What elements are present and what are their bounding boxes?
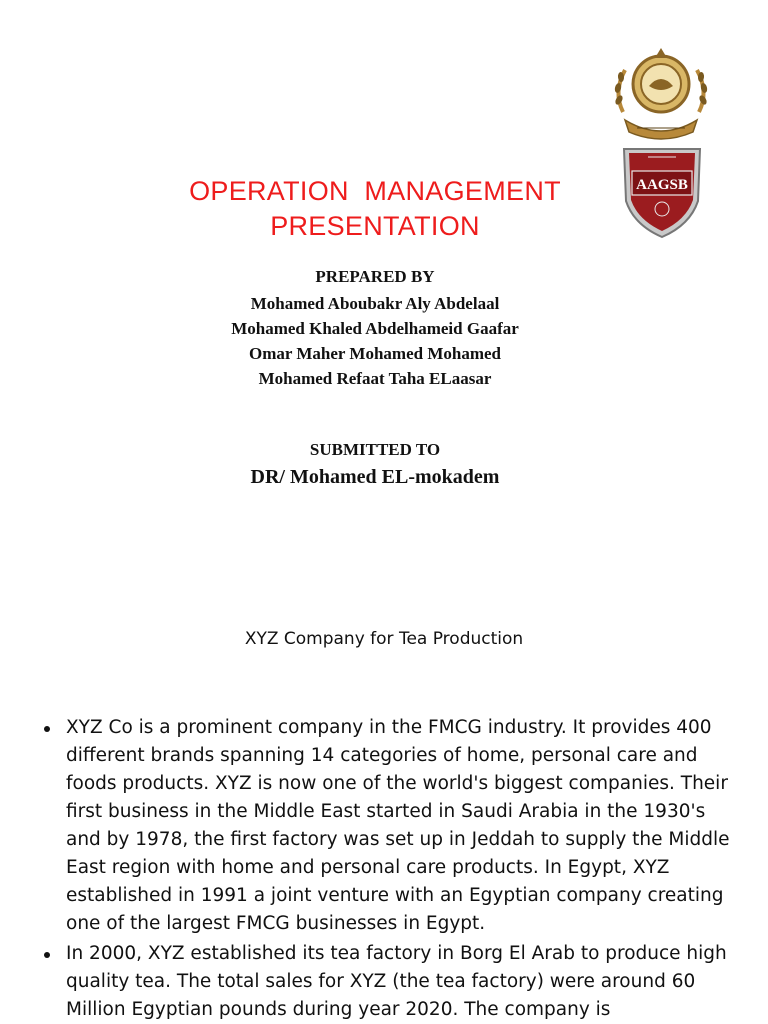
author-name-2: Mohamed Khaled Abdelhameid Gaafar xyxy=(231,319,519,338)
bullet-text: In 2000, XYZ established its tea factory in Borg El Arab to produce high quality tea. The total sales for XYZ (the tea factory) were around 60 Million Egyptian pounds during year 2020. The company is xyxy=(66,943,727,1020)
bullet-dot-icon xyxy=(44,952,50,958)
academy-emblem-logo-icon xyxy=(603,42,719,142)
shield-logo-text: AAGSB xyxy=(636,177,688,193)
title-line-1: OPERATION MANAGEMENT xyxy=(189,176,561,206)
title-line-2: PRESENTATION xyxy=(270,211,480,241)
bullet-text: XYZ Co is a prominent company in the FMCG industry. It provides 400 different brands spanning 14 categories of home, personal care and foods products. XYZ is now one of the world's biggest companies. Their first business in the Middle East started in Saudi Arabia in the 1930's and by 1978, the first factory was set up in Jeddah to supply the Middle East region with home and personal care products. In Egypt, XYZ established in 1991 a joint venture with an Egyptian company creating one of the largest FMCG businesses in Egypt. xyxy=(66,717,730,934)
submitted-to-heading: SUBMITTED TO xyxy=(309,440,441,459)
prepared-by-heading: PREPARED BY xyxy=(315,267,435,286)
presentation-title xyxy=(120,174,630,244)
bullet-item xyxy=(40,714,740,938)
bullet-list xyxy=(40,714,740,1024)
author-names xyxy=(120,291,630,391)
bullet-dot-icon xyxy=(44,726,50,732)
author-name-4: Mohamed Refaat Taha ELaasar xyxy=(258,369,492,388)
supervisor-name: DR/ Mohamed EL-mokadem xyxy=(250,466,500,488)
company-title: XYZ Company for Tea Production xyxy=(244,629,524,649)
author-name-3: Omar Maher Mohamed Mohamed xyxy=(249,344,501,363)
author-name-1: Mohamed Aboubakr Aly Abdelaal xyxy=(250,294,500,313)
aagsb-shield-logo xyxy=(618,141,706,241)
bullet-item xyxy=(40,940,740,1024)
